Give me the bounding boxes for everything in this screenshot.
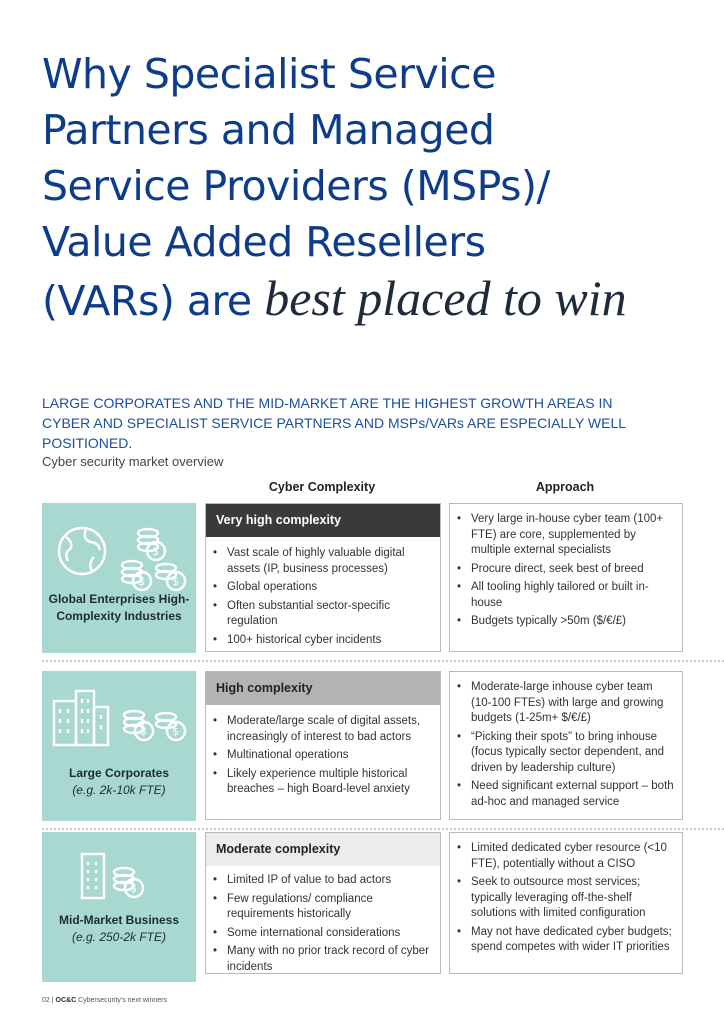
complexity-point: • Multinational operations — [206, 748, 432, 764]
chart-subtitle: Cyber security market overview — [42, 454, 224, 469]
approach-point: • Procure direct, seek best of breed — [450, 562, 674, 578]
svg-text:$: $ — [138, 575, 145, 588]
segment-size: (e.g. 250-2k FTE) — [71, 930, 167, 944]
row-divider — [42, 828, 724, 830]
title-line-3: Service Providers (MSPs)/ — [42, 162, 550, 210]
approach-point: • Very large in-house cyber team (100+ FTE) are core, supplemented by multiple external specialists — [450, 512, 674, 559]
complexity-point: • 100+ historical cyber incidents — [206, 633, 432, 649]
segment-box-large-corporates — [42, 671, 196, 821]
approach-box-1 — [449, 503, 683, 652]
segment-size: (e.g. 2k-10k FTE) — [72, 783, 166, 797]
segment-box-mid-market — [42, 832, 196, 982]
complexity-point: • Vast scale of highly valuable digital assets (IP, business processes) — [206, 546, 432, 577]
intro-text: LARGE CORPORATES AND THE MID-MARKET ARE THE HIGHEST GROWTH AREAS IN CYBER AND SPECIALIST SERVICE PARTNERS AND MSPs/VARs ARE ESPECIALLY WELL POSITIONED. — [42, 395, 626, 451]
complexity-point: • Limited IP of value to bad actors — [206, 873, 432, 889]
complexity-point: • Few regulations/ compliance requirements historically — [206, 892, 432, 923]
segment-label — [42, 912, 196, 946]
title-line-1: Why Specialist Service — [42, 50, 496, 98]
svg-text:$: $ — [172, 725, 179, 738]
complexity-title: High complexity — [206, 672, 440, 705]
globe-money-icon — [52, 523, 192, 593]
page-title — [42, 46, 722, 329]
complexity-point: • Moderate/large scale of digital assets, increasingly of interest to bad actors — [206, 714, 432, 745]
svg-text:$: $ — [130, 882, 137, 895]
title-line-2: Partners and Managed — [42, 106, 495, 154]
column-header-approach: Approach — [535, 480, 595, 494]
complexity-point: • Often substantial sector-specific regulation — [206, 599, 432, 630]
complexity-title: Very high complexity — [206, 504, 440, 537]
title-line-4: Value Added Resellers — [42, 218, 486, 266]
complexity-box-high — [205, 671, 441, 820]
approach-point: • Seek to outsource most services; typically leveraging off-the-shelf solutions with limited configuration — [450, 875, 674, 922]
complexity-box-moderate — [205, 832, 441, 974]
complexity-point: • Likely experience multiple historical breaches – high Board-level anxiety — [206, 767, 432, 798]
approach-box-3 — [449, 832, 683, 974]
complexity-point: • Many with no prior track record of cyber incidents — [206, 944, 432, 975]
complexity-title: Moderate complexity — [206, 833, 440, 866]
title-line-5: (VARs) are — [42, 277, 265, 325]
approach-point: • Limited dedicated cyber resource (<10 FTE), potentially without a CISO — [450, 841, 674, 872]
approach-box-2 — [449, 671, 683, 820]
segment-label — [42, 765, 196, 799]
svg-text:$: $ — [172, 575, 179, 588]
segment-name: Large Corporates — [68, 766, 170, 780]
complexity-point: • Global operations — [206, 580, 432, 596]
complexity-box-very-high — [205, 503, 441, 652]
approach-point: • Need significant external support – both ad-hoc and managed service — [450, 779, 674, 810]
building-money-icon — [78, 852, 168, 902]
approach-point: • All tooling highly tailored or built in-house — [450, 580, 674, 611]
footer: 02 | OC&C Cybersecurity's next winners — [42, 997, 167, 1004]
column-header-complexity: Cyber Complexity — [268, 480, 376, 494]
svg-text:$: $ — [152, 545, 159, 558]
brand-name: OC&C — [55, 997, 77, 1004]
complexity-point: • Some international considerations — [206, 926, 432, 942]
approach-point: • Moderate-large inhouse cyber team (10-100 FTEs) with large and growing budgets (1-25m+ $/€/£) — [450, 680, 674, 727]
approach-point: • “Picking their spots” to bring inhouse (focus typically sector dependent, and driven by leadership culture) — [450, 730, 674, 777]
svg-text:$: $ — [140, 725, 147, 738]
approach-point: • May not have dedicated cyber budgets; spend competes with wider IT priorities — [450, 925, 674, 956]
segment-label: Global Enterprises High-Complexity Industries — [48, 592, 190, 623]
buildings-money-icon — [52, 689, 192, 749]
approach-point: • Budgets typically >50m ($/€/£) — [450, 614, 674, 630]
title-emphasis: best placed to win — [264, 270, 627, 326]
segment-name: Mid-Market Business — [58, 913, 180, 927]
footer-text: Cybersecurity's next winners — [78, 997, 167, 1004]
row-divider — [42, 660, 724, 662]
page-number: 02 — [42, 997, 50, 1004]
segment-box-global — [42, 503, 196, 653]
